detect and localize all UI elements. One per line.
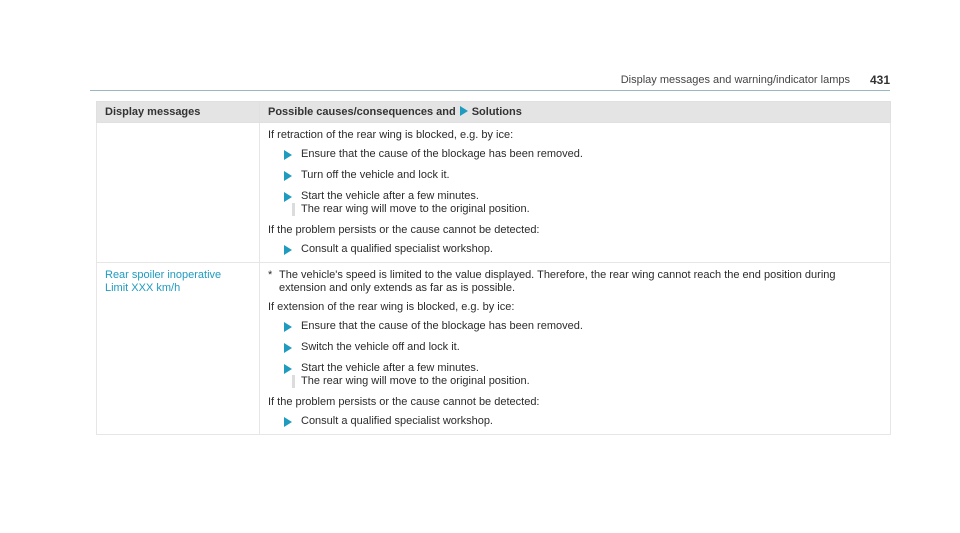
step-item: Start the vehicle after a few minutes. The rear wing will move to the original position. <box>268 190 882 216</box>
persist-text: If the problem persists or the cause cannot be detected: <box>268 396 540 408</box>
step-item: Start the vehicle after a few minutes. The rear wing will move to the original position. <box>268 362 882 388</box>
step-item: Switch the vehicle off and lock it. <box>268 341 882 354</box>
step-item: Consult a qualified specialist workshop. <box>268 243 882 256</box>
message-cell <box>97 263 260 435</box>
note-star: * <box>268 269 273 281</box>
arrow-right-icon <box>284 245 292 255</box>
step-result: The rear wing will move to the original position. <box>292 203 882 216</box>
display-messages-table <box>96 101 891 435</box>
persist-text: If the problem persists or the cause cannot be detected: <box>268 224 540 236</box>
arrow-right-icon <box>460 106 468 116</box>
step-item: Turn off the vehicle and lock it. <box>268 169 882 182</box>
step-item: Consult a qualified specialist workshop. <box>268 415 882 428</box>
arrow-right-icon <box>284 343 292 353</box>
message-cell-empty <box>97 123 260 263</box>
step-result: The rear wing will move to the original position. <box>292 375 882 388</box>
table-header-row <box>97 102 891 123</box>
causes-cell <box>260 123 891 263</box>
arrow-right-icon <box>284 364 292 374</box>
intro-text: If extension of the rear wing is blocked, e.g. by ice: <box>268 301 515 313</box>
step-item: Ensure that the cause of the blockage has been removed. <box>268 320 882 333</box>
column-header-causes: Possible causes/consequences and Solutions <box>260 102 891 123</box>
table-row <box>97 263 891 435</box>
causes-cell <box>260 263 891 435</box>
column-header-messages: Display messages <box>97 102 260 123</box>
page-header <box>90 72 890 91</box>
arrow-right-icon <box>284 150 292 160</box>
table-row <box>97 123 891 263</box>
intro-text: If retraction of the rear wing is blocked, e.g. by ice: <box>268 129 514 141</box>
step-item: Ensure that the cause of the blockage has been removed. <box>268 148 882 161</box>
page-header-title: Display messages and warning/indicator lamps <box>620 74 850 86</box>
page-number: 431 <box>869 73 890 87</box>
display-message-line: Limit XXX km/h <box>105 282 181 294</box>
display-message-line: Rear spoiler inoperative <box>105 269 222 281</box>
arrow-right-icon <box>284 417 292 427</box>
arrow-right-icon <box>284 192 292 202</box>
arrow-right-icon <box>284 322 292 332</box>
note-text: * The vehicle's speed is limited to the value displayed. Therefore, the rear wing cannot reach the end position during extension and only extends as far as is possible. <box>268 269 836 294</box>
arrow-right-icon <box>284 171 292 181</box>
